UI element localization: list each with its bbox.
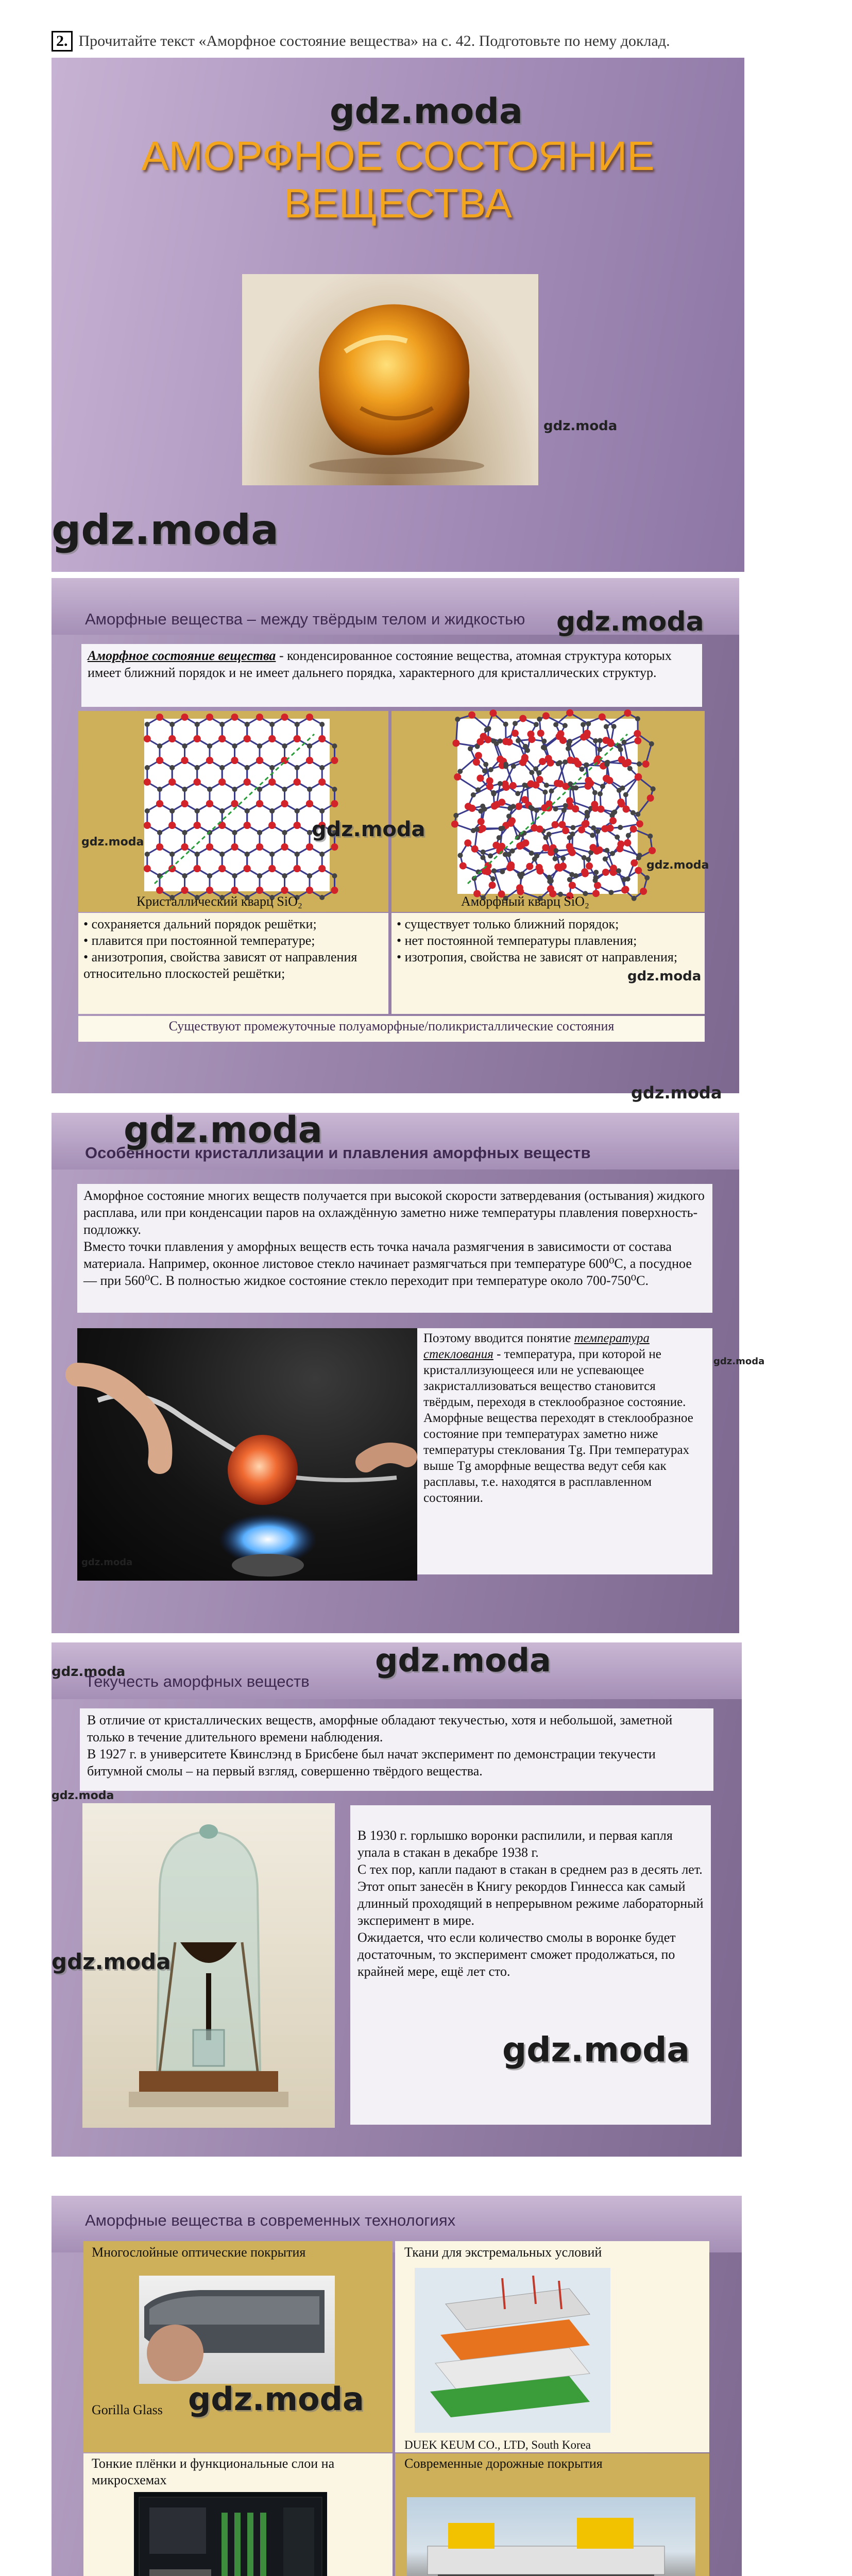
tech-roads-title: Современные дорожные покрытия: [404, 2456, 603, 2471]
slide-technologies: [52, 2196, 742, 2576]
watermark-8: gdz.moda: [627, 969, 702, 984]
amorphous-caption: Аморфный кварц SiO₂: [461, 894, 589, 909]
crystallization-para2: Вместо точки плавления у аморфных веществ есть точка начала размягчения в зависимости от состава материала. Например, оконное листовое стекло начинает размягчаться при температуре 600⁰С, а посудное — при 560⁰С. В полностью жидкое состояние стекло переходит при температуре около 700-750⁰С.: [83, 1239, 692, 1288]
road-paving-photo: [407, 2497, 695, 2576]
property-item: • нет постоянной температуры плавления;: [397, 933, 637, 948]
amber-photo: [242, 274, 538, 485]
amorphous-lattice-icon: [457, 719, 638, 894]
slide1-title: [52, 132, 744, 227]
crystal-caption: Кристаллический кварц SiO₂: [137, 894, 302, 909]
property-item: • существует только ближний порядок;: [397, 917, 619, 931]
watermark-17: gdz.moda: [502, 2030, 690, 2070]
glass-transition-text: [417, 1328, 712, 1574]
paver-machine-icon: [407, 2497, 695, 2576]
gorilla-glass-photo: [139, 2276, 335, 2384]
slide4-title: Текучесть аморфных веществ: [85, 1672, 310, 1690]
watermark-4: gdz.moda: [556, 606, 704, 637]
amorphous-lattice-image: [457, 719, 638, 894]
watermark-11: gdz.moda: [81, 1557, 133, 1568]
pitch-drop-text-1: В 1930 г. горлышко воронки распилили, и первая капля упала в стакан в декабре 1938 г.: [357, 1828, 673, 1860]
fabric-layers-icon: [415, 2268, 610, 2433]
motherboard-photo: [134, 2492, 327, 2576]
watermark-5: gdz.moda: [81, 836, 144, 849]
fabric-layers-photo: [415, 2268, 610, 2433]
motherboard-icon: [134, 2492, 327, 2576]
pitch-drop-text-2: С тех пор, капли падают в стакан в среднем раз в десять лет.: [357, 1862, 703, 1877]
tech-fabrics-title: Ткани для экстремальных условий: [404, 2245, 602, 2260]
tech-films-title: Тонкие плёнки и функциональные слои на микросхемах: [92, 2456, 335, 2487]
watermark-18: gdz.moda: [188, 2380, 364, 2418]
watermark-6: gdz.moda: [312, 818, 425, 841]
watermark-9: gdz.moda: [631, 1083, 722, 1103]
watermark-2: gdz.moda: [543, 418, 618, 434]
task-number: 2.: [52, 31, 73, 52]
watermark-7: gdz.moda: [646, 859, 709, 872]
definition-box: [81, 644, 702, 707]
task-header: [52, 31, 670, 52]
property-item: • изотропия, свойства не зависят от направления;: [397, 950, 678, 964]
fluidity-text: [80, 1708, 713, 1791]
slide2-title: Аморфные вещества – между твёрдым телом и жидкостью: [85, 610, 525, 628]
crystallization-para1: Аморфное состояние многих веществ получается при высокой скорости затвердевания (остывания) жидкого расплава, или при конденсации паров на охлаждённую заметно ниже температуры плавления поверхность-подложку.: [83, 1188, 705, 1237]
slide-title: [52, 58, 744, 572]
tech-optical-caption: Gorilla Glass: [92, 2402, 163, 2417]
glassblowing-photo: [77, 1328, 417, 1581]
intermediate-states: [78, 1016, 705, 1042]
slide5-title: Аморфные вещества в современных технологиях: [85, 2211, 456, 2229]
slide-crystallization: [52, 1109, 765, 1633]
watermark-13: gdz.moda: [52, 1664, 126, 1680]
watermark-1: gdz.moda: [330, 91, 523, 132]
pitch-drop-text-4: Ожидается, что если количество смолы в воронке будет достаточным, то эксперимент сможет продолжаться, по крайней мере, ещё лет сто.: [357, 1930, 676, 1979]
watermark-10: gdz.moda: [124, 1109, 322, 1151]
crystal-lattice-icon: [144, 719, 330, 891]
watermark-14: gdz.moda: [375, 1641, 551, 1679]
slide-amorphous-intro: [52, 578, 739, 1093]
phone-icon: [139, 2276, 335, 2384]
property-item: • анизотропия, свойства зависят от направления относительно плоскостей решётки;: [83, 950, 357, 981]
slide-fluidity: [52, 1642, 742, 2157]
crystallization-text: [77, 1184, 712, 1313]
fluidity-para2: В 1927 г. в университете Квинслэнд в Брисбене был начат эксперимент по демонстрации текучести битумной смолы – на первый взгляд, совершенно твёрдого вещества.: [87, 1747, 656, 1778]
property-item: • сохраняется дальний порядок решётки;: [83, 917, 317, 931]
glass-transition-text-1: Поэтому вводится понятие: [423, 1331, 574, 1345]
crystal-lattice-image: [144, 719, 330, 891]
amorphous-properties-list: [397, 916, 700, 965]
watermark-15: gdz.moda: [52, 1789, 114, 1802]
amber-stone-icon: [242, 274, 538, 485]
crystal-properties: [78, 913, 388, 1014]
watermark-12: gdz.moda: [713, 1356, 765, 1367]
slide3-title: Особенности кристаллизации и плавления аморфных веществ: [85, 1144, 591, 1162]
slide1-title-line1: АМОРФНОЕ СОСТОЯНИЕ: [141, 133, 655, 179]
tech-optical-title: Многослойные оптические покрытия: [92, 2245, 306, 2260]
pitch-drop-text: [350, 1805, 711, 2125]
task-text: Прочитайте текст «Аморфное состояние вещества» на с. 42. Подготовьте по нему доклад.: [78, 32, 670, 49]
watermark-16: gdz.moda: [52, 1949, 171, 1974]
property-item: • плавится при постоянной температуре;: [83, 933, 315, 948]
glass-transition-text-2: - температура, при которой не кристаллизующееся или не успевающее закристаллизоваться вещество становится твёрдым, переходя в стеклообразное состояние.: [423, 1347, 686, 1409]
definition-text: - конденсированное состояние вещества, атомная структура которых имеет ближний порядок и не имеет дальнего порядка, характерного для кристаллических структур.: [88, 648, 672, 680]
crystal-properties-list: [83, 916, 383, 982]
pitch-drop-text-3: Этот опыт занесён в Книгу рекордов Гиннесса как самый длинный проходящий в непрерывном режиме лабораторный эксперимент в мире.: [357, 1879, 704, 1928]
definition-term: Аморфное состояние вещества: [88, 648, 276, 663]
watermark-3: gdz.moda: [52, 506, 279, 554]
glass-transition-term: температура стеклования: [423, 1331, 650, 1361]
fluidity-para1: В отличие от кристаллических веществ, аморфные обладают текучестью, хотя и небольшой, заметной только в течение длительного времени наблюдения.: [87, 1713, 673, 1744]
glass-transition-text-3: Аморфные вещества переходят в стеклообразное состояние при температурах заметно ниже температуры стеклования Tg. При температурах выше Tg аморфные вещества ведут себя как расплавы, т.е. находятся в расплавленном состоянии.: [423, 1411, 693, 1505]
glass-bulb-icon: [77, 1328, 417, 1581]
amorphous-properties: [391, 913, 705, 1014]
slide1-title-line2: ВЕЩЕСТВА: [283, 180, 513, 226]
intermediate-text: Существуют промежуточные полуаморфные/поликристаллические состояния: [168, 1019, 615, 1033]
tech-fabrics-caption: DUEK KEUM CO., LTD, South Korea: [404, 2438, 591, 2451]
